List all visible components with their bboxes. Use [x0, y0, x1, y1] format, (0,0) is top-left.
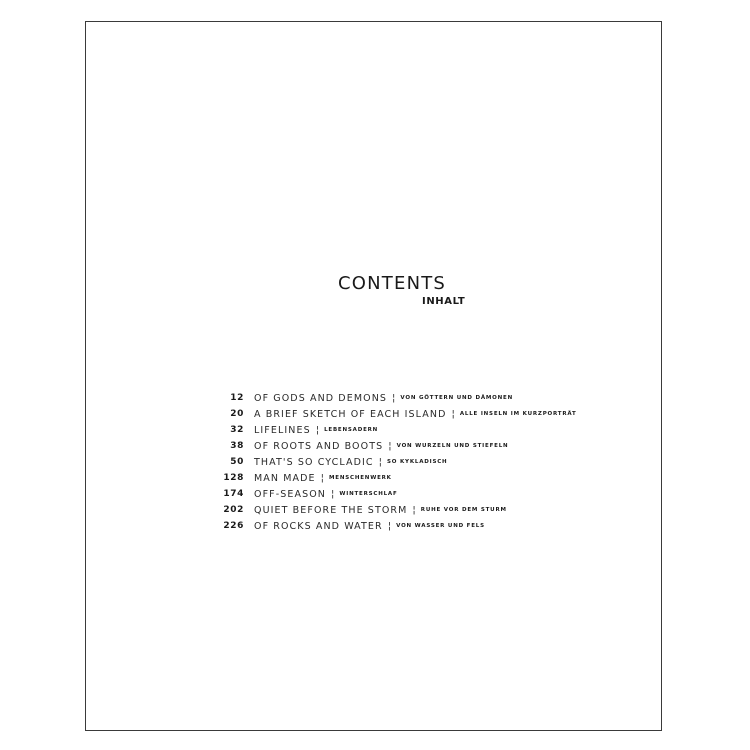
toc-page-number: 12 — [230, 393, 244, 403]
contents-heading — [338, 273, 478, 307]
toc-title-english: OF ROCKS AND WATER — [254, 520, 383, 532]
toc-title-english: QUIET BEFORE THE STORM — [254, 504, 408, 516]
toc-title-english: OFF-SEASON — [254, 488, 326, 500]
toc-separator: ¦ — [330, 488, 335, 500]
toc-page-number: 32 — [230, 425, 244, 435]
toc-title-german: VON GÖTTERN UND DÄMONEN — [400, 395, 513, 401]
toc-entry[interactable] — [216, 502, 636, 518]
document-page — [85, 21, 662, 731]
toc-title-german: WINTERSCHLAF — [339, 491, 398, 497]
toc-page-number: 174 — [223, 489, 244, 499]
toc-page-number: 128 — [223, 473, 244, 483]
toc-page-number: 38 — [230, 441, 244, 451]
toc-title-english: LIFELINES — [254, 424, 311, 436]
toc-separator: ¦ — [451, 408, 455, 420]
toc-title-english: THAT'S SO CYCLADIC — [254, 456, 374, 468]
toc-separator: ¦ — [387, 520, 392, 532]
toc-title-english: OF GODS AND DEMONS — [254, 392, 388, 404]
toc-page-number: 202 — [223, 505, 244, 515]
toc-title-english: A BRIEF SKETCH OF EACH ISLAND — [254, 408, 447, 420]
toc-entry[interactable] — [216, 486, 636, 502]
table-of-contents — [216, 390, 636, 534]
toc-separator: ¦ — [412, 504, 416, 516]
toc-title-english: OF ROOTS AND BOOTS — [254, 440, 384, 452]
toc-entry[interactable] — [216, 454, 636, 470]
toc-title-english: MAN MADE — [254, 472, 316, 484]
toc-entry[interactable] — [216, 422, 636, 438]
toc-title-german: SO KYKLADISCH — [387, 459, 448, 465]
toc-title-german: VON WURZELN UND STIEFELN — [396, 443, 509, 449]
toc-title-german: VON WASSER UND FELS — [396, 523, 485, 529]
toc-separator: ¦ — [315, 424, 320, 436]
toc-title-german: MENSCHENWERK — [329, 475, 392, 481]
toc-title-german: ALLE INSELN IM KURZPORTRÄT — [459, 411, 577, 417]
toc-entry[interactable] — [216, 518, 636, 534]
toc-page-number: 50 — [230, 457, 244, 467]
toc-separator: ¦ — [378, 456, 383, 468]
page-title: CONTENTS — [338, 273, 447, 294]
toc-separator: ¦ — [388, 440, 392, 452]
toc-separator: ¦ — [320, 472, 325, 484]
toc-title-german: LEBENSADERN — [324, 427, 379, 433]
toc-page-number: 20 — [230, 409, 244, 419]
toc-title-german: RUHE VOR DEM STURM — [420, 507, 507, 513]
toc-entry[interactable] — [216, 470, 636, 486]
toc-separator: ¦ — [392, 392, 396, 404]
toc-entry[interactable] — [216, 406, 636, 422]
toc-entry[interactable] — [216, 390, 636, 406]
toc-entry[interactable] — [216, 438, 636, 454]
page-subtitle: INHALT — [422, 296, 466, 307]
toc-page-number: 226 — [223, 521, 244, 531]
